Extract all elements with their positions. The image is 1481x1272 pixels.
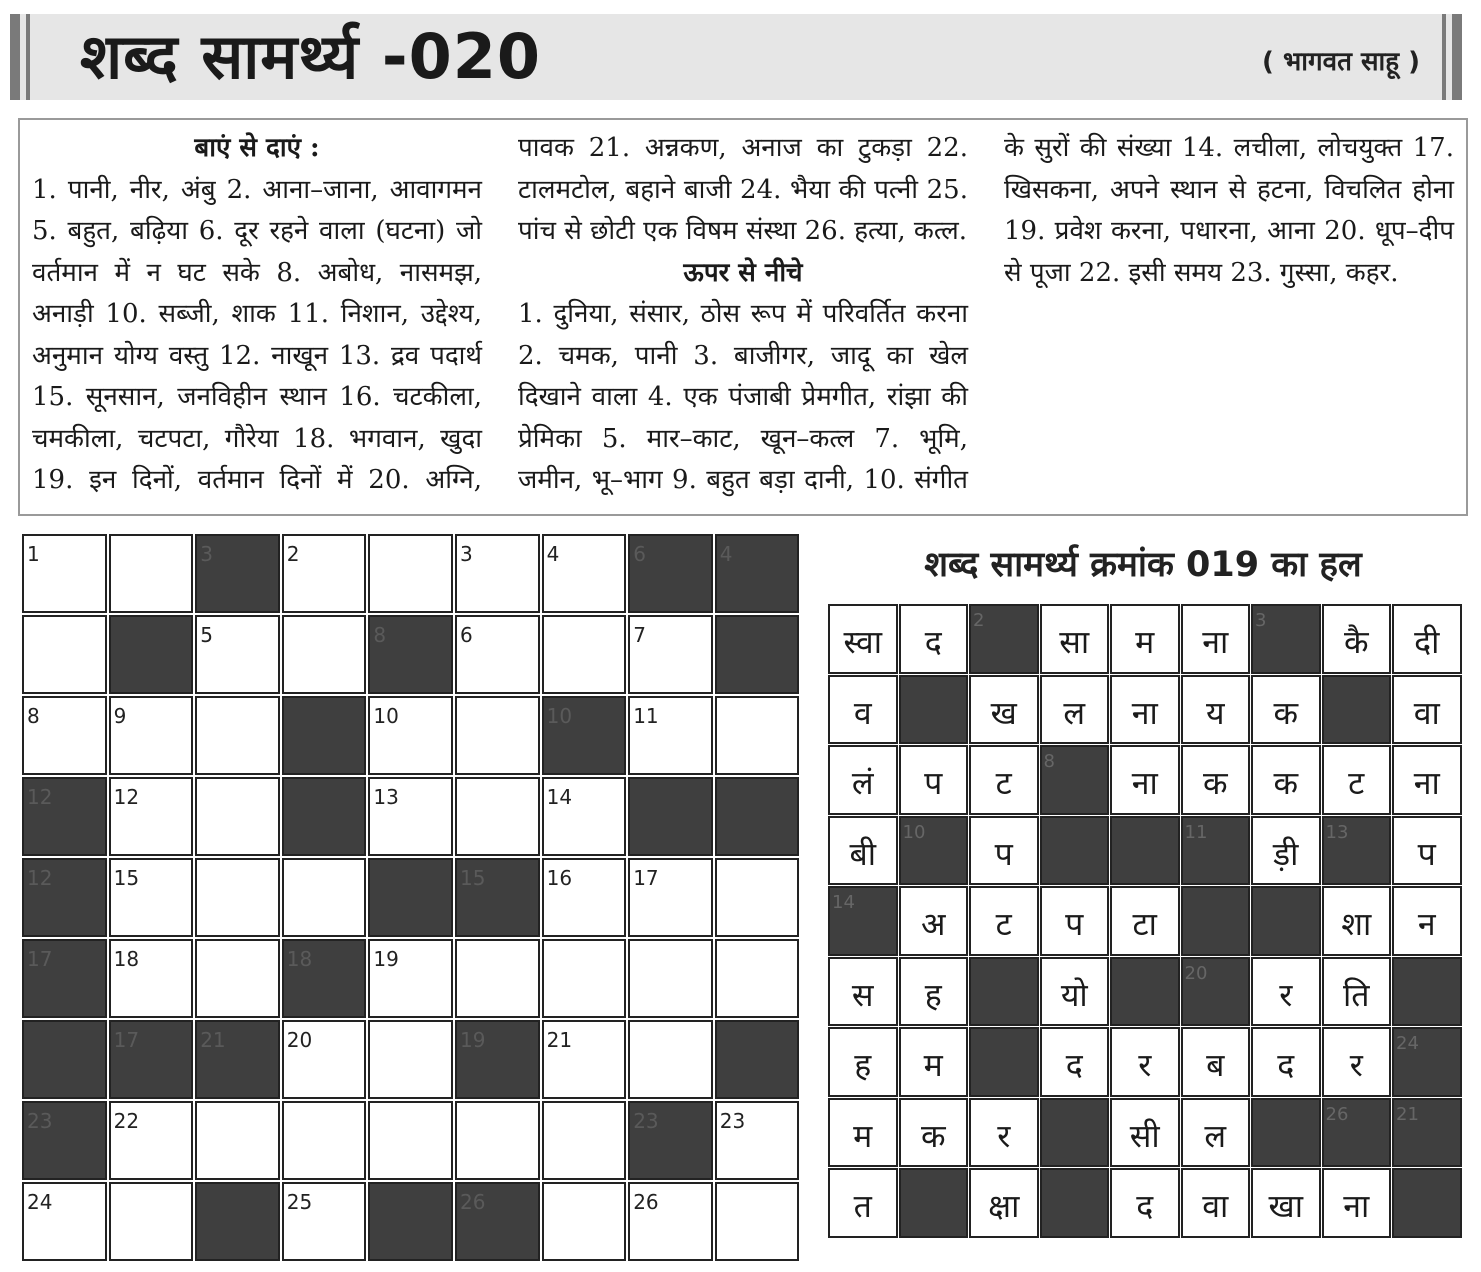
clue-number: 26: [460, 1190, 486, 1214]
solution-cell: [828, 957, 898, 1027]
across-clues: 1. पानी, नीर, अंबु 2. आना–जाना, आवागमन 5. बहुत, बढ़िया 6. दूर रहने वाला (घटना) जो वर्तमान में न घट सके 8. अबोध, नासमझ, अनाड़ी 10. सब्जी, शाक 11. निशान, उद्देश्य, अनुमान योग्य वस्तु 12. नाखून 13. द्रव पदार्थ 15. सूनसान, जनविहीन स्थान 16. चटकीला, चमकीला, चटपटा, गौरेया 18. भगवान, खुदा 19. इन दिनों, वर्तमान दिनों में 20. अग्नि, पावक 21. अन्नकण, अनाज का टुकड़ा 22. टालमटोल, बहाने बाजी 24. भैया की पत्नी 25. पांच से छोटी एक विषम संस्था 26. हत्या, कत्ल.: [32, 133, 968, 495]
solution-cell: [1251, 745, 1321, 815]
solution-cell: [969, 1168, 1039, 1238]
solution-cell: [969, 886, 1039, 956]
clue-number: 4: [719, 542, 733, 566]
clue-number: 12: [27, 785, 53, 809]
header-banner: [10, 14, 1462, 100]
solution-letter: बी: [849, 834, 877, 873]
grid-cell[interactable]: [628, 1020, 713, 1099]
solution-letter: वा: [1413, 693, 1440, 732]
author-credit: ( भागवत साहू ): [1262, 47, 1420, 77]
solution-letter: द: [924, 623, 942, 661]
solution-cell: [828, 1027, 898, 1097]
solution-number: 2: [973, 610, 985, 631]
grid-block: [282, 696, 367, 775]
solution-cell: [828, 675, 898, 745]
solution-cell: [1322, 957, 1392, 1027]
grid-cell[interactable]: [455, 534, 540, 613]
clue-number: 9: [113, 704, 127, 728]
solution-cell: [1322, 1027, 1392, 1097]
grid-cell[interactable]: [368, 534, 453, 613]
solution-block: [899, 675, 969, 745]
grid-cell[interactable]: [109, 1182, 194, 1261]
clue-number: 12: [113, 785, 140, 809]
grid-cell[interactable]: [282, 858, 367, 937]
solution-block: [1392, 1027, 1462, 1097]
solution-letter: प: [1417, 834, 1436, 873]
solution-block: [969, 957, 1039, 1027]
grid-cell[interactable]: [109, 777, 194, 856]
clue-number: 24: [27, 1190, 53, 1214]
grid-cell[interactable]: [542, 939, 627, 1018]
solution-block: [1322, 675, 1392, 745]
clue-number: 17: [633, 866, 659, 890]
clue-number: 3: [200, 542, 213, 566]
solution-block: [1251, 1098, 1321, 1168]
grid-cell[interactable]: [542, 534, 627, 613]
solution-cell: [1392, 745, 1462, 815]
solution-cell: [1110, 675, 1180, 745]
grid-cell[interactable]: [628, 939, 713, 1018]
solution-number: 26: [1325, 1103, 1349, 1125]
solution-letter: ना: [1413, 764, 1440, 802]
solution-cell: [1110, 1098, 1180, 1168]
solution-block: [899, 816, 969, 886]
solution-block: [1110, 816, 1180, 886]
grid-cell[interactable]: [542, 1101, 627, 1180]
solution-cell: [1181, 604, 1251, 674]
solution-letter: ख: [990, 693, 1017, 732]
solution-block: [1322, 1098, 1392, 1168]
solution-block: [969, 604, 1039, 674]
solution-letter: ह: [924, 975, 942, 1014]
solution-cell: [899, 957, 969, 1027]
solution-letter: प: [924, 764, 943, 802]
solution-block: [1181, 886, 1251, 956]
solution-block: [899, 1168, 969, 1238]
grid-cell[interactable]: [109, 858, 194, 937]
solution-letter: वा: [1202, 1187, 1229, 1225]
solution-cell: [1322, 745, 1392, 815]
grid-cell[interactable]: [715, 696, 800, 775]
grid-cell[interactable]: [715, 858, 800, 937]
solution-number: 10: [902, 821, 926, 843]
down-heading: ऊपर से नीचे: [683, 257, 803, 288]
grid-cell[interactable]: [715, 1101, 800, 1180]
solution-letter: सी: [1129, 1116, 1160, 1155]
clue-number: 14: [546, 785, 573, 809]
clue-number: 21: [200, 1028, 226, 1052]
grid-block: [715, 615, 800, 694]
solution-letter: यो: [1060, 975, 1088, 1014]
grid-block: [628, 534, 713, 613]
grid-cell[interactable]: [455, 696, 540, 775]
clue-number: 26: [633, 1190, 659, 1214]
clue-number: 17: [27, 947, 53, 971]
clue-number: 22: [113, 1109, 140, 1133]
solution-cell: [1251, 675, 1321, 745]
grid-block: [455, 858, 540, 937]
grid-cell[interactable]: [455, 777, 540, 856]
solution-block: [1322, 816, 1392, 886]
solution-cell: [1251, 957, 1321, 1027]
grid-cell[interactable]: [542, 615, 627, 694]
solution-number: 13: [1325, 821, 1349, 843]
grid-cell[interactable]: [628, 858, 713, 937]
clue-number: 15: [113, 866, 140, 890]
solution-letter: ना: [1131, 693, 1158, 732]
grid-cell[interactable]: [22, 1182, 107, 1261]
solution-cell: [1181, 745, 1251, 815]
grid-cell[interactable]: [455, 1101, 540, 1180]
solution-letter: लं: [851, 764, 874, 802]
solution-block: [1392, 1168, 1462, 1238]
solution-cell: [1110, 604, 1180, 674]
solution-cell: [969, 816, 1039, 886]
solution-block: [1040, 1168, 1110, 1238]
solution-cell: [1110, 886, 1180, 956]
solution-letter: खा: [1268, 1187, 1303, 1225]
grid-cell[interactable]: [109, 939, 194, 1018]
clue-number: 19: [373, 947, 399, 971]
grid-cell[interactable]: [368, 777, 453, 856]
clue-number: 7: [633, 623, 646, 647]
solution-cell: [828, 1098, 898, 1168]
grid-block: [368, 1182, 453, 1261]
solution-cell: [1181, 1098, 1251, 1168]
clue-number: 20: [286, 1028, 313, 1052]
grid-cell[interactable]: [195, 1101, 280, 1180]
grid-cell[interactable]: [628, 696, 713, 775]
grid-block: [22, 1101, 107, 1180]
solution-letter: ट: [995, 905, 1012, 943]
grid-block: [282, 777, 367, 856]
solution-letter: व: [853, 693, 872, 732]
solution-cell: [828, 745, 898, 815]
solution-block: [1181, 957, 1251, 1027]
grid-cell[interactable]: [109, 696, 194, 775]
solution-letter: क्षा: [988, 1187, 1020, 1225]
clue-number: 23: [719, 1109, 746, 1133]
solution-letter: प: [1065, 905, 1084, 943]
grid-cell[interactable]: [282, 534, 367, 613]
solution-letter: ह: [854, 1046, 872, 1084]
solution-letter: ट: [995, 764, 1012, 802]
clue-number: 8: [373, 623, 387, 647]
solution-number: 3: [1255, 610, 1267, 631]
solution-cell: [1040, 957, 1110, 1027]
clue-number: 17: [113, 1028, 140, 1052]
solution-block: [969, 1027, 1039, 1097]
clue-number: 10: [546, 704, 573, 728]
header-right-bar-thin: [1442, 14, 1446, 100]
grid-cell[interactable]: [368, 1020, 453, 1099]
solution-number: 21: [1396, 1103, 1419, 1125]
solution-letter: क: [1202, 764, 1228, 802]
solution-cell: [1322, 604, 1392, 674]
solution-block: [1392, 957, 1462, 1027]
grid-cell[interactable]: [109, 534, 194, 613]
solution-number: 20: [1184, 962, 1208, 984]
solution-cell: [1040, 604, 1110, 674]
clue-flow: [32, 128, 1454, 508]
solution-cell: [1040, 675, 1110, 745]
grid-cell[interactable]: [282, 1020, 367, 1099]
grid-cell[interactable]: [195, 939, 280, 1018]
grid-cell[interactable]: [455, 615, 540, 694]
grid-block: [195, 1182, 280, 1261]
grid-cell[interactable]: [542, 858, 627, 937]
solution-letter: र: [997, 1116, 1011, 1155]
solution-letter: र: [1138, 1046, 1152, 1084]
grid-block: [195, 534, 280, 613]
solution-letter: प: [994, 834, 1013, 873]
grid-cell[interactable]: [628, 615, 713, 694]
solution-block: [1181, 816, 1251, 886]
clue-number: 6: [460, 623, 473, 647]
grid-cell[interactable]: [542, 1182, 627, 1261]
solution-letter: क: [920, 1116, 946, 1155]
solution-letter: र: [1279, 975, 1293, 1014]
solution-letter: द: [1136, 1187, 1154, 1225]
solution-letter: ति: [1342, 975, 1370, 1014]
grid-cell[interactable]: [628, 1182, 713, 1261]
clue-number: 13: [373, 785, 399, 809]
solution-cell: [1392, 675, 1462, 745]
grid-block: [368, 615, 453, 694]
solution-letter: ना: [1131, 764, 1158, 802]
solution-letter: स: [851, 975, 874, 1014]
clue-number: 18: [286, 947, 313, 971]
solution-letter: ना: [1202, 623, 1229, 661]
grid-block: [715, 534, 800, 613]
grid-cell[interactable]: [368, 939, 453, 1018]
solution-block: [1392, 1098, 1462, 1168]
solution-letter: म: [1135, 623, 1155, 661]
solution-cell: [1110, 1168, 1180, 1238]
solution-letter: कै: [1343, 623, 1369, 661]
clues-box: [18, 118, 1468, 516]
grid-cell[interactable]: [715, 939, 800, 1018]
solution-cell: [1040, 1027, 1110, 1097]
solution-cell: [899, 1098, 969, 1168]
puzzle-title: शब्द सामर्थ्य -020: [80, 20, 541, 93]
solution-letter: दी: [1414, 623, 1440, 661]
solution-cell: [1181, 1027, 1251, 1097]
solution-cell: [969, 675, 1039, 745]
solution-cell: [1322, 1168, 1392, 1238]
across-heading: बाएं से दाएं :: [194, 133, 320, 163]
clue-number: 16: [546, 866, 573, 890]
solution-title: शब्द सामर्थ्य क्रमांक 019 का हल: [924, 545, 1362, 585]
clue-number: 3: [460, 542, 473, 566]
solution-letter: ड़ी: [1273, 834, 1299, 873]
clue-number: 25: [286, 1190, 313, 1214]
solution-number: 8: [1043, 751, 1055, 772]
solution-letter: म: [923, 1046, 943, 1084]
grid-block: [195, 1020, 280, 1099]
solution-cell: [1392, 886, 1462, 956]
solution-letter: र: [1349, 1046, 1363, 1084]
grid-cell[interactable]: [195, 615, 280, 694]
clue-number: 15: [460, 866, 486, 890]
solution-letter: सा: [1059, 623, 1090, 661]
grid-cell[interactable]: [195, 777, 280, 856]
grid-cell[interactable]: [282, 1101, 367, 1180]
solution-cell: [1392, 604, 1462, 674]
grid-block: [282, 939, 367, 1018]
clue-number: 23: [633, 1109, 659, 1133]
solution-cell: [899, 1027, 969, 1097]
grid-cell[interactable]: [282, 1182, 367, 1261]
solution-letter: ना: [1343, 1187, 1370, 1225]
solution-cell: [1110, 745, 1180, 815]
solution-letter: शा: [1341, 905, 1372, 943]
clue-number: 10: [373, 704, 399, 728]
grid-cell[interactable]: [282, 615, 367, 694]
grid-cell[interactable]: [195, 858, 280, 937]
grid-cell[interactable]: [22, 534, 107, 613]
solution-block: [1251, 886, 1321, 956]
grid-block: [715, 1020, 800, 1099]
solution-cell: [828, 604, 898, 674]
solution-cell: [969, 1098, 1039, 1168]
grid-cell[interactable]: [22, 696, 107, 775]
solution-letter: क: [1273, 693, 1299, 732]
grid-block: [22, 1020, 107, 1099]
clue-number: 4: [546, 542, 560, 566]
solution-letter: द: [1277, 1046, 1295, 1084]
solution-block: [1110, 957, 1180, 1027]
solution-letter: न: [1417, 905, 1436, 943]
grid-block: [628, 777, 713, 856]
header-left-bar: [10, 14, 20, 100]
solution-letter: ल: [1063, 693, 1086, 732]
solution-block: [1040, 1098, 1110, 1168]
grid-block: [715, 777, 800, 856]
clue-number: 2: [286, 542, 300, 566]
solution-letter: क: [1273, 764, 1299, 802]
grid-cell[interactable]: [715, 1182, 800, 1261]
grid-block: [542, 696, 627, 775]
solution-cell: [1040, 886, 1110, 956]
solution-letter: त: [853, 1187, 872, 1225]
grid-cell[interactable]: [368, 696, 453, 775]
solution-letter: य: [1205, 693, 1225, 732]
solution-block: [1040, 816, 1110, 886]
grid-cell[interactable]: [542, 777, 627, 856]
clue-number: 5: [200, 623, 213, 647]
clue-number: 1: [27, 542, 40, 566]
clue-number: 23: [27, 1109, 53, 1133]
solution-cell: [1110, 1027, 1180, 1097]
clue-number: 8: [27, 704, 40, 728]
solution-number: 14: [832, 892, 855, 913]
clue-number: 11: [633, 704, 659, 728]
solution-number: 11: [1184, 821, 1208, 843]
solution-letter: ल: [1204, 1116, 1227, 1155]
solution-block: [828, 886, 898, 956]
solution-cell: [1322, 886, 1392, 956]
solution-letter: ट: [1348, 764, 1365, 802]
grid-block: [455, 1020, 540, 1099]
solution-cell: [969, 745, 1039, 815]
solution-cell: [899, 604, 969, 674]
solution-cell: [1251, 1168, 1321, 1238]
clue-number: 19: [460, 1028, 486, 1052]
grid-cell[interactable]: [542, 1020, 627, 1099]
solution-block: [1040, 745, 1110, 815]
grid-block: [22, 858, 107, 937]
grid-block: [22, 939, 107, 1018]
solution-letter: म: [853, 1116, 873, 1155]
solution-cell: [899, 886, 969, 956]
solution-cell: [1181, 675, 1251, 745]
solution-letter: ब: [1206, 1046, 1225, 1084]
grid-cell[interactable]: [22, 615, 107, 694]
solution-letter: द: [1065, 1046, 1083, 1084]
solution-cell: [1392, 816, 1462, 886]
clue-number: 6: [633, 542, 646, 566]
clue-number: 18: [113, 947, 140, 971]
solution-number: 24: [1396, 1033, 1419, 1054]
grid-block: [455, 1182, 540, 1261]
solution-cell: [899, 745, 969, 815]
grid-cell[interactable]: [195, 696, 280, 775]
solution-cell: [1251, 1027, 1321, 1097]
grid-cell[interactable]: [109, 1101, 194, 1180]
clue-number: 21: [546, 1028, 573, 1052]
grid-block: [22, 777, 107, 856]
solution-cell: [828, 1168, 898, 1238]
solution-cell: [1251, 816, 1321, 886]
grid-cell[interactable]: [455, 939, 540, 1018]
solution-letter: अ: [921, 905, 946, 943]
solution-letter: स्वा: [843, 623, 883, 661]
clue-number: 12: [27, 866, 53, 890]
header-right-bar: [1452, 14, 1462, 100]
solution-cell: [828, 816, 898, 886]
grid-cell[interactable]: [368, 1101, 453, 1180]
solution-letter: टा: [1132, 905, 1157, 943]
grid-block: [109, 615, 194, 694]
header-left-bar-thin: [26, 14, 30, 100]
solution-block: [1251, 604, 1321, 674]
grid-block: [109, 1020, 194, 1099]
grid-block: [368, 858, 453, 937]
grid-block: [628, 1101, 713, 1180]
down-clues: 1. दुनिया, संसार, ठोस रूप में परिवर्तित करना 2. चमक, पानी 3. बाजीगर, जादू का खेल दिखाने वाला 4. एक पंजाबी प्रेमगीत, रांझा की प्रेमिका 5. मार–काट, खून–कत्ल 7. भूमि, जमीन, भू–भाग 9. बहुत बड़ा दानी, 10. संगीत के सुरों की संख्या 14. लचीला, लोचयुक्त 17. खिसकना, अपने स्थान से हटना, विचलित होना 19. प्रवेश करना, पधारना, आना 20. धूप–दीप से पूजा 22. इसी समय 23. गुस्सा, कहर.: [518, 133, 1454, 495]
solution-cell: [1181, 1168, 1251, 1238]
